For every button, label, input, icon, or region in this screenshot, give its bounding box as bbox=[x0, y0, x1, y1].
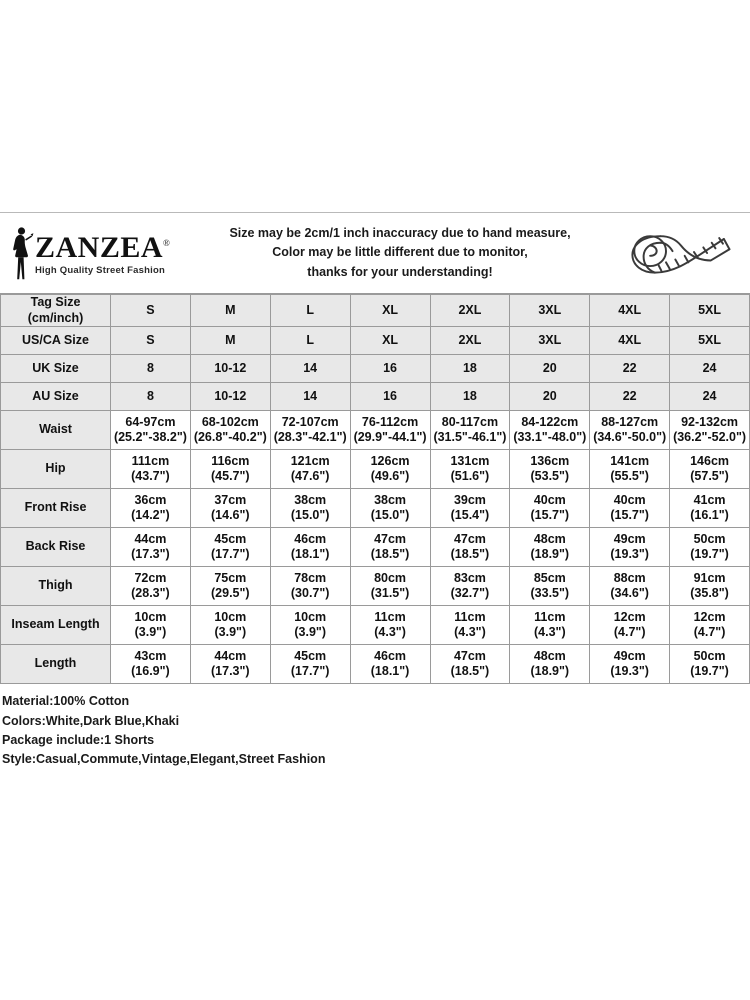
size-cell: S bbox=[111, 295, 191, 327]
measurement-cell bbox=[111, 489, 191, 528]
measurement-cm: 47cm bbox=[374, 531, 407, 546]
measurement-cm: 40cm bbox=[613, 492, 646, 507]
registered-mark: ® bbox=[163, 237, 171, 248]
notice-line-2: Color may be little different due to monitor, bbox=[272, 245, 528, 260]
measurement-inch: (4.3") bbox=[454, 625, 486, 640]
measurement-cm: 68-102cm bbox=[201, 414, 259, 429]
measurement-cell bbox=[111, 567, 191, 606]
row-label: Front Rise bbox=[1, 489, 111, 528]
measurement-cm: 38cm bbox=[294, 492, 327, 507]
measurement-cell bbox=[111, 528, 191, 567]
size-cell: M bbox=[190, 327, 270, 355]
size-cell: 20 bbox=[510, 355, 590, 383]
measurement-inch: (34.6"-50.0") bbox=[593, 430, 667, 445]
measurement-cm: 126cm bbox=[370, 453, 410, 468]
measurement-row bbox=[1, 645, 750, 684]
measurement-cm: 85cm bbox=[533, 570, 566, 585]
size-cell: 14 bbox=[270, 355, 350, 383]
measurement-inch: (17.7") bbox=[290, 664, 330, 679]
measurement-row bbox=[1, 411, 750, 450]
measurement-cm: 50cm bbox=[693, 648, 726, 663]
spec-line: Package include:1 Shorts bbox=[2, 733, 155, 747]
measurement-inch: (15.0") bbox=[370, 508, 410, 523]
measurement-cm: 12cm bbox=[613, 609, 646, 624]
measurement-inch: (49.6") bbox=[370, 469, 410, 484]
brand-name: ZANZEA® bbox=[35, 230, 171, 264]
measurement-cell bbox=[190, 645, 270, 684]
measurement-cm: 72cm bbox=[134, 570, 167, 585]
measurement-cell bbox=[111, 450, 191, 489]
measurement-inch: (53.5") bbox=[530, 469, 570, 484]
measurement-inch: (14.2") bbox=[131, 508, 170, 523]
measurement-cm: 136cm bbox=[530, 453, 570, 468]
measurement-inch: (47.6") bbox=[290, 469, 330, 484]
size-cell: 22 bbox=[590, 355, 670, 383]
measurement-cell bbox=[270, 411, 350, 450]
measurement-cm: 111cm bbox=[131, 453, 170, 468]
notice-line-1: Size may be 2cm/1 inch inaccuracy due to hand measure, bbox=[229, 225, 571, 240]
row-label: Waist bbox=[1, 411, 111, 450]
measurement-cell bbox=[190, 567, 270, 606]
measurement-cm: 43cm bbox=[134, 648, 167, 663]
size-cell: 4XL bbox=[590, 327, 670, 355]
size-cell: XL bbox=[350, 295, 430, 327]
measurement-cell bbox=[670, 567, 750, 606]
measurement-cell bbox=[670, 528, 750, 567]
measurement-inch: (4.7") bbox=[613, 625, 646, 640]
size-header-row bbox=[1, 383, 750, 411]
size-cell: XL bbox=[350, 327, 430, 355]
measurement-inch: (18.5") bbox=[370, 547, 410, 562]
measurement-cell bbox=[510, 645, 590, 684]
size-cell: S bbox=[111, 327, 191, 355]
size-chart-table bbox=[0, 294, 750, 684]
measuring-tape-icon bbox=[610, 225, 750, 281]
measurement-cell bbox=[670, 450, 750, 489]
product-specs bbox=[0, 684, 750, 770]
measurement-cell bbox=[430, 450, 510, 489]
measurement-cell bbox=[670, 411, 750, 450]
measurement-inch: (19.7") bbox=[690, 664, 729, 679]
measurement-cell bbox=[190, 606, 270, 645]
measurement-inch: (17.3") bbox=[131, 547, 170, 562]
measurement-cell bbox=[430, 606, 510, 645]
measurement-cm: 88-127cm bbox=[601, 414, 659, 429]
measurement-cm: 45cm bbox=[294, 648, 327, 663]
measurement-row bbox=[1, 528, 750, 567]
measurement-inch: (15.0") bbox=[290, 508, 330, 523]
measurement-inch: (57.5") bbox=[690, 469, 729, 484]
row-label: Thigh bbox=[1, 567, 111, 606]
measurement-inch: (29.5") bbox=[211, 586, 250, 601]
measurement-cm: 36cm bbox=[134, 492, 167, 507]
size-chart-body bbox=[1, 295, 750, 684]
measurement-inch: (18.5") bbox=[450, 664, 490, 679]
measurement-cm: 48cm bbox=[533, 648, 566, 663]
measurement-cm: 11cm bbox=[534, 609, 566, 624]
size-chart-sheet bbox=[0, 212, 750, 770]
measurement-inch: (19.3") bbox=[610, 547, 649, 562]
measurement-cell bbox=[190, 489, 270, 528]
measurement-cell bbox=[510, 567, 590, 606]
measurement-cell bbox=[510, 450, 590, 489]
size-cell: 16 bbox=[350, 355, 430, 383]
measurement-cm: 10cm bbox=[294, 609, 327, 624]
measurement-cell bbox=[590, 450, 670, 489]
measurement-inch: (31.5") bbox=[370, 586, 410, 601]
measurement-cell bbox=[350, 567, 430, 606]
size-cell: 22 bbox=[590, 383, 670, 411]
spec-line: Material:100% Cotton bbox=[2, 694, 130, 709]
size-cell: 18 bbox=[430, 383, 510, 411]
measurement-cm: 47cm bbox=[453, 648, 486, 663]
measurement-cm: 39cm bbox=[453, 492, 486, 507]
measurement-cell bbox=[190, 450, 270, 489]
row-label: AU Size bbox=[1, 383, 111, 411]
notice-line-3: thanks for your understanding! bbox=[307, 264, 493, 279]
measurement-cm: 10cm bbox=[134, 609, 167, 624]
measurement-inch: (4.7") bbox=[693, 625, 726, 640]
measurement-cell bbox=[350, 489, 430, 528]
measurement-cell bbox=[111, 411, 191, 450]
measurement-row bbox=[1, 567, 750, 606]
measurement-cm: 72-107cm bbox=[281, 414, 339, 429]
size-cell: 5XL bbox=[670, 327, 750, 355]
measurement-cell bbox=[270, 567, 350, 606]
size-header-row bbox=[1, 327, 750, 355]
measurement-cm: 45cm bbox=[214, 531, 247, 546]
measurement-inch: (31.5"-46.1") bbox=[433, 430, 507, 445]
spec-line: Colors:White,Dark Blue,Khaki bbox=[2, 713, 180, 728]
row-label: Inseam Length bbox=[1, 606, 111, 645]
woman-silhouette-icon bbox=[8, 226, 34, 280]
size-cell: 18 bbox=[430, 355, 510, 383]
measurement-cm: 116cm bbox=[211, 453, 250, 468]
measurement-inch: (29.9"-44.1") bbox=[353, 430, 427, 445]
measurement-cell bbox=[590, 567, 670, 606]
measurement-cell bbox=[590, 489, 670, 528]
measurement-cell bbox=[350, 606, 430, 645]
measurement-cm: 80-117cm bbox=[441, 414, 499, 429]
size-cell: M bbox=[190, 295, 270, 327]
measurement-cm: 76-112cm bbox=[361, 414, 419, 429]
size-cell: 24 bbox=[670, 355, 750, 383]
measurement-cell bbox=[430, 489, 510, 528]
measurement-cell bbox=[670, 489, 750, 528]
size-cell: 8 bbox=[111, 383, 191, 411]
measurement-inch: (17.3") bbox=[211, 664, 250, 679]
measurement-cell bbox=[350, 645, 430, 684]
measurement-row bbox=[1, 489, 750, 528]
measurement-cm: 75cm bbox=[214, 570, 247, 585]
row-label-line-2: (cm/inch) bbox=[27, 310, 84, 325]
measurement-inch: (45.7") bbox=[211, 469, 250, 484]
measurement-inch: (14.6") bbox=[211, 508, 250, 523]
measurement-cell bbox=[510, 489, 590, 528]
measurement-cm: 11cm bbox=[454, 609, 486, 624]
size-cell: 3XL bbox=[510, 327, 590, 355]
measurement-inch: (15.7") bbox=[610, 508, 649, 523]
measurement-inch: (3.9") bbox=[134, 625, 167, 640]
measurement-inch: (15.4") bbox=[450, 508, 490, 523]
measurement-cm: 48cm bbox=[533, 531, 566, 546]
size-cell: 14 bbox=[270, 383, 350, 411]
size-cell: L bbox=[270, 327, 350, 355]
measurement-inch: (18.5") bbox=[450, 547, 490, 562]
measurement-cm: 40cm bbox=[533, 492, 566, 507]
measurement-cm: 12cm bbox=[693, 609, 726, 624]
size-header-row bbox=[1, 355, 750, 383]
measurement-cm: 47cm bbox=[453, 531, 486, 546]
measurement-cm: 78cm bbox=[294, 570, 327, 585]
size-cell: 2XL bbox=[430, 327, 510, 355]
measurement-cm: 84-122cm bbox=[521, 414, 579, 429]
size-cell: 8 bbox=[111, 355, 191, 383]
measurement-cell bbox=[510, 528, 590, 567]
measurement-cm: 50cm bbox=[693, 531, 726, 546]
measurement-cell bbox=[510, 606, 590, 645]
measurement-inch: (17.7") bbox=[211, 547, 250, 562]
measurement-cell bbox=[590, 411, 670, 450]
measurement-inch: (18.1") bbox=[290, 547, 330, 562]
measurement-cm: 121cm bbox=[290, 453, 330, 468]
measurement-cm: 10cm bbox=[214, 609, 247, 624]
measurement-inch: (16.1") bbox=[690, 508, 729, 523]
measurement-cm: 37cm bbox=[214, 492, 247, 507]
measurement-inch: (4.3") bbox=[533, 625, 566, 640]
measurement-cm: 64-97cm bbox=[125, 414, 176, 429]
measurement-cm: 46cm bbox=[294, 531, 327, 546]
measurement-cell bbox=[270, 489, 350, 528]
measurement-inch: (28.3") bbox=[131, 586, 170, 601]
measurement-cell bbox=[670, 645, 750, 684]
measurement-cell bbox=[111, 645, 191, 684]
size-cell: 24 bbox=[670, 383, 750, 411]
measurement-cm: 146cm bbox=[690, 453, 730, 468]
size-cell: 4XL bbox=[590, 295, 670, 327]
size-cell: 16 bbox=[350, 383, 430, 411]
measurement-inch: (25.2"-38.2") bbox=[113, 430, 187, 445]
measurement-cm: 49cm bbox=[613, 531, 646, 546]
size-cell: 3XL bbox=[510, 295, 590, 327]
measurement-inch: (3.9") bbox=[214, 625, 247, 640]
measurement-cell bbox=[190, 528, 270, 567]
measurement-cm: 46cm bbox=[374, 648, 407, 663]
measurement-cell bbox=[590, 528, 670, 567]
measurement-cell bbox=[430, 567, 510, 606]
row-label: Length bbox=[1, 645, 111, 684]
measurement-inch: (43.7") bbox=[131, 469, 170, 484]
measurement-inch: (26.8"-40.2") bbox=[193, 430, 267, 445]
row-label: US/CA Size bbox=[1, 327, 111, 355]
measurement-cell bbox=[430, 645, 510, 684]
measurement-row bbox=[1, 606, 750, 645]
measurement-notice bbox=[190, 224, 610, 282]
measurement-cell bbox=[670, 606, 750, 645]
measurement-inch: (18.9") bbox=[530, 547, 570, 562]
measurement-inch: (30.7") bbox=[290, 586, 330, 601]
measurement-inch: (16.9") bbox=[131, 664, 170, 679]
measurement-cell bbox=[350, 411, 430, 450]
measurement-cm: 11cm bbox=[374, 609, 406, 624]
row-label: UK Size bbox=[1, 355, 111, 383]
measurement-inch: (36.2"-52.0") bbox=[673, 430, 747, 445]
measurement-inch: (51.6") bbox=[450, 469, 490, 484]
measurement-cell bbox=[350, 450, 430, 489]
measurement-inch: (3.9") bbox=[294, 625, 326, 640]
measurement-cm: 44cm bbox=[214, 648, 247, 663]
measurement-inch: (35.8") bbox=[690, 586, 729, 601]
measurement-cell bbox=[111, 606, 191, 645]
measurement-cell bbox=[430, 411, 510, 450]
measurement-cm: 83cm bbox=[453, 570, 486, 585]
measurement-cell bbox=[350, 528, 430, 567]
brand-tagline: High Quality Street Fashion bbox=[35, 264, 165, 276]
measurement-inch: (18.1") bbox=[370, 664, 410, 679]
size-cell: 5XL bbox=[670, 295, 750, 327]
measurement-inch: (28.3"-42.1") bbox=[273, 430, 347, 445]
measurement-inch: (15.7") bbox=[530, 508, 570, 523]
measurement-cell bbox=[590, 606, 670, 645]
measurement-cell bbox=[270, 450, 350, 489]
measurement-cm: 141cm bbox=[610, 453, 650, 468]
size-cell: 10-12 bbox=[190, 383, 270, 411]
row-label bbox=[1, 295, 111, 327]
measurement-cm: 44cm bbox=[134, 531, 167, 546]
brand-wordmark bbox=[35, 230, 171, 276]
measurement-inch: (19.3") bbox=[610, 664, 649, 679]
row-label: Hip bbox=[1, 450, 111, 489]
measurement-inch: (19.7") bbox=[690, 547, 729, 562]
measurement-cm: 49cm bbox=[613, 648, 646, 663]
size-cell: L bbox=[270, 295, 350, 327]
measurement-cm: 80cm bbox=[374, 570, 407, 585]
measurement-cell bbox=[270, 645, 350, 684]
measurement-cm: 88cm bbox=[613, 570, 646, 585]
measurement-inch: (18.9") bbox=[530, 664, 570, 679]
spec-line: Style:Casual,Commute,Vintage,Elegant,Street Fashion bbox=[2, 752, 326, 767]
measurement-cell bbox=[270, 528, 350, 567]
measurement-cell bbox=[510, 411, 590, 450]
size-cell: 2XL bbox=[430, 295, 510, 327]
measurement-cm: 92-132cm bbox=[681, 414, 739, 429]
size-cell: 10-12 bbox=[190, 355, 270, 383]
measurement-inch: (33.1"-48.0") bbox=[513, 430, 587, 445]
row-label: Back Rise bbox=[1, 528, 111, 567]
measurement-inch: (55.5") bbox=[610, 469, 649, 484]
measurement-cm: 38cm bbox=[374, 492, 407, 507]
measurement-row bbox=[1, 450, 750, 489]
measurement-cell bbox=[430, 528, 510, 567]
size-header-row bbox=[1, 295, 750, 327]
brand-logo bbox=[0, 226, 190, 280]
measurement-cm: 41cm bbox=[693, 492, 726, 507]
measurement-cell bbox=[190, 411, 270, 450]
measurement-cm: 91cm bbox=[693, 570, 726, 585]
measurement-inch: (4.3") bbox=[374, 625, 406, 640]
measurement-cm: 131cm bbox=[450, 453, 490, 468]
chart-header bbox=[0, 212, 750, 294]
row-label-line-1: Tag Size bbox=[30, 295, 81, 309]
measurement-inch: (33.5") bbox=[530, 586, 570, 601]
measurement-inch: (32.7") bbox=[450, 586, 490, 601]
size-cell: 20 bbox=[510, 383, 590, 411]
measurement-inch: (34.6") bbox=[610, 586, 649, 601]
measurement-cell bbox=[590, 645, 670, 684]
measurement-cell bbox=[270, 606, 350, 645]
